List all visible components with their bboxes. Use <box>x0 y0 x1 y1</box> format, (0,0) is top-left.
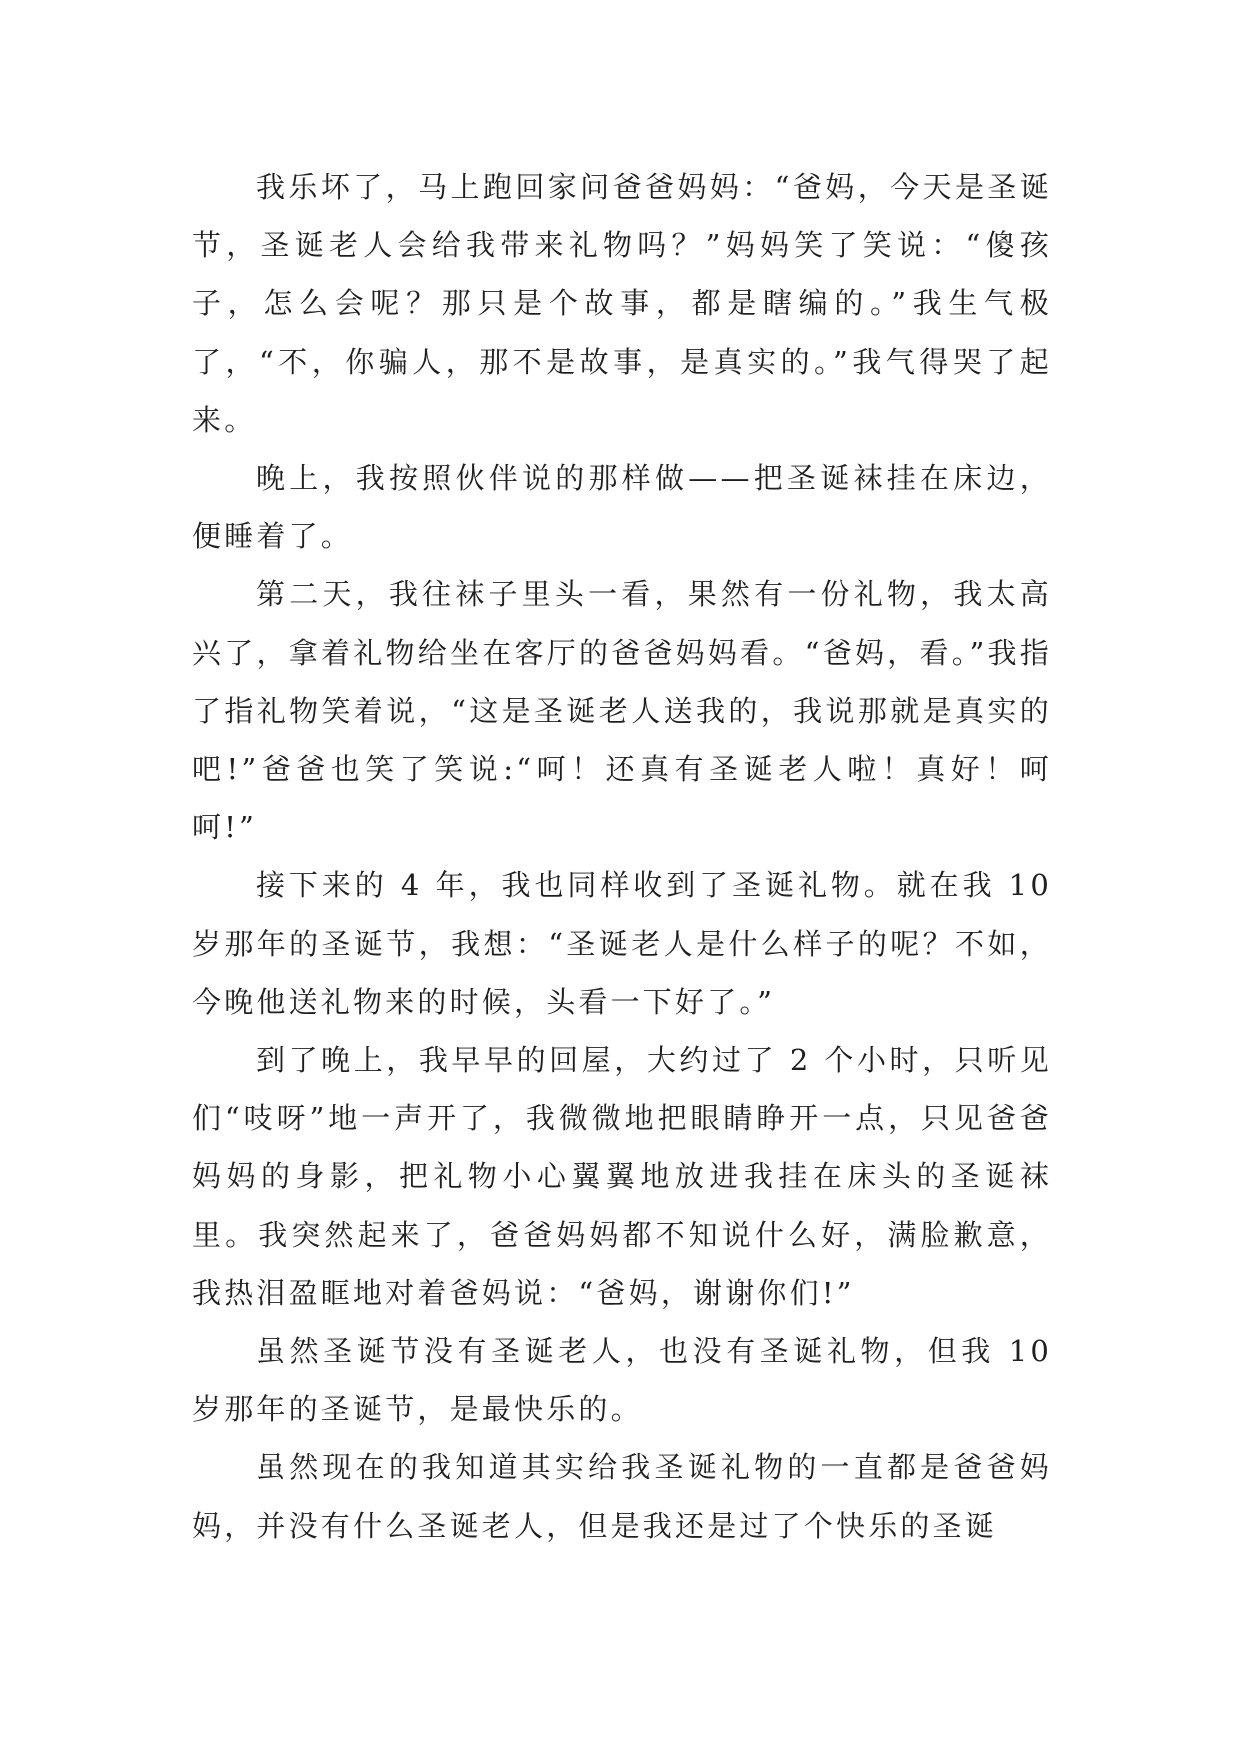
paragraph-2: 晚上，我按照伙伴说的那样做——把圣诞袜挂在床边，便睡着了。 <box>192 461 1052 554</box>
paragraph-1: 我乐坏了，马上跑回家问爸爸妈妈：“爸妈，今天是圣诞节，圣诞老人会给我带来礼物吗？”妈妈笑了笑说：“傻孩子，怎么会呢？那只是个故事，都是瞎编的。”我生气极了，“不，你骗人，那不是故事，是真实的。”我气得哭了起来。 <box>192 170 1052 437</box>
paragraph-5: 到了晚上，我早早的回屋，大约过了 2 个小时，只听见们“吱呀”地一声开了，我微微地把眼睛睁开一点，只见爸爸妈妈的身影，把礼物小心翼翼地放进我挂在床头的圣诞袜里。我突然起来了，爸爸妈妈都不知说什么好，满脸歉意，我热泪盈眶地对着爸妈说：“爸妈，谢谢你们!” <box>192 1043 1052 1310</box>
paragraph-7: 虽然现在的我知道其实给我圣诞礼物的一直都是爸爸妈妈，并没有什么圣诞老人，但是我还是过了个快乐的圣诞 <box>192 1450 1052 1543</box>
paragraph-6: 虽然圣诞节没有圣诞老人，也没有圣诞礼物，但我 10 岁那年的圣诞节，是最快乐的。 <box>192 1334 1052 1427</box>
document-body <box>192 158 1052 1555</box>
paragraph-4: 接下来的 4 年，我也同样收到了圣诞礼物。就在我 10 岁那年的圣诞节，我想：“圣诞老人是什么样子的呢？不如，今晚他送礼物来的时候，头看一下好了。” <box>192 868 1052 1019</box>
paragraph-3: 第二天，我往袜子里头一看，果然有一份礼物，我太高兴了，拿着礼物给坐在客厅的爸爸妈妈看。“爸妈，看。”我指了指礼物笑着说，“这是圣诞老人送我的，我说那就是真实的吧!”爸爸也笑了笑说:“呵！还真有圣诞老人啦！真好！呵呵!” <box>192 577 1052 845</box>
